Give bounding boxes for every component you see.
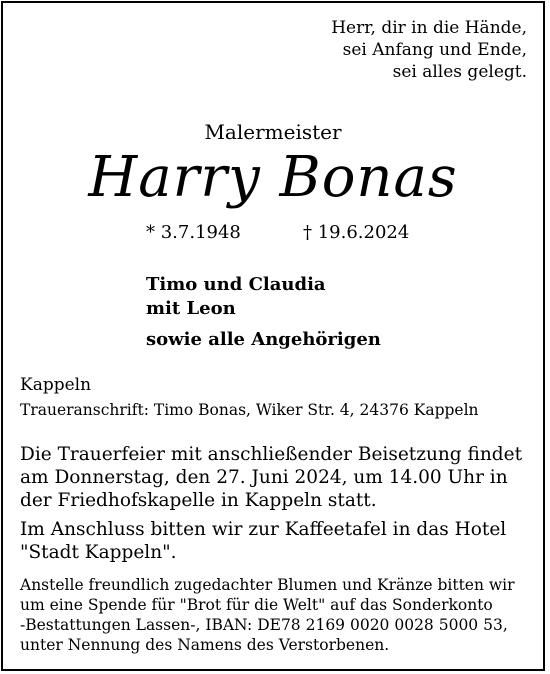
reception-info <box>20 518 506 564</box>
mourning-address: Traueranschrift: Timo Bonas, Wiker Str. 4, 24376 Kappeln <box>20 401 479 419</box>
verse-line: Herr, dir in die Hände, <box>331 18 527 38</box>
service-info <box>20 443 522 512</box>
donation-line: um eine Spende für "Brot für die Welt" auf das Sonderkonto <box>20 596 493 614</box>
death-date: † 19.6.2024 <box>303 222 410 243</box>
service-line: der Friedhofskapelle in Kappeln statt. <box>20 490 377 511</box>
obituary-notice <box>1 1 545 671</box>
donation-line: unter Nennung des Namens des Verstorbenen. <box>20 636 390 654</box>
reception-line: Im Anschluss bitten wir zur Kaffeetafel in das Hotel <box>20 519 507 540</box>
service-line: Die Trauerfeier mit anschließender Beisetzung findet <box>20 444 523 465</box>
mourners-line: mit Leon <box>146 298 236 319</box>
profession: Malermeister <box>204 120 342 144</box>
verse <box>331 17 527 83</box>
birth-date: * 3.7.1948 <box>146 222 241 243</box>
verse-line: sei Anfang und Ende, <box>342 40 527 60</box>
place: Kappeln <box>20 375 92 395</box>
donation-line: -Bestattungen Lassen-, IBAN: DE78 2169 0020 0028 5000 53, <box>20 616 508 634</box>
reception-line: "Stadt Kappeln". <box>20 542 177 563</box>
mourners-line: sowie alle Angehörigen <box>146 329 381 350</box>
mourners-line: Timo und Claudia <box>146 274 326 295</box>
donation-note <box>20 575 515 655</box>
donation-line: Anstelle freundlich zugedachter Blumen und Kränze bitten wir <box>20 576 515 594</box>
service-line: am Donnerstag, den 27. Juni 2024, um 14.00 Uhr in <box>20 467 508 488</box>
deceased-name: Harry Bonas <box>88 145 458 210</box>
verse-line: sei alles gelegt. <box>392 62 527 82</box>
